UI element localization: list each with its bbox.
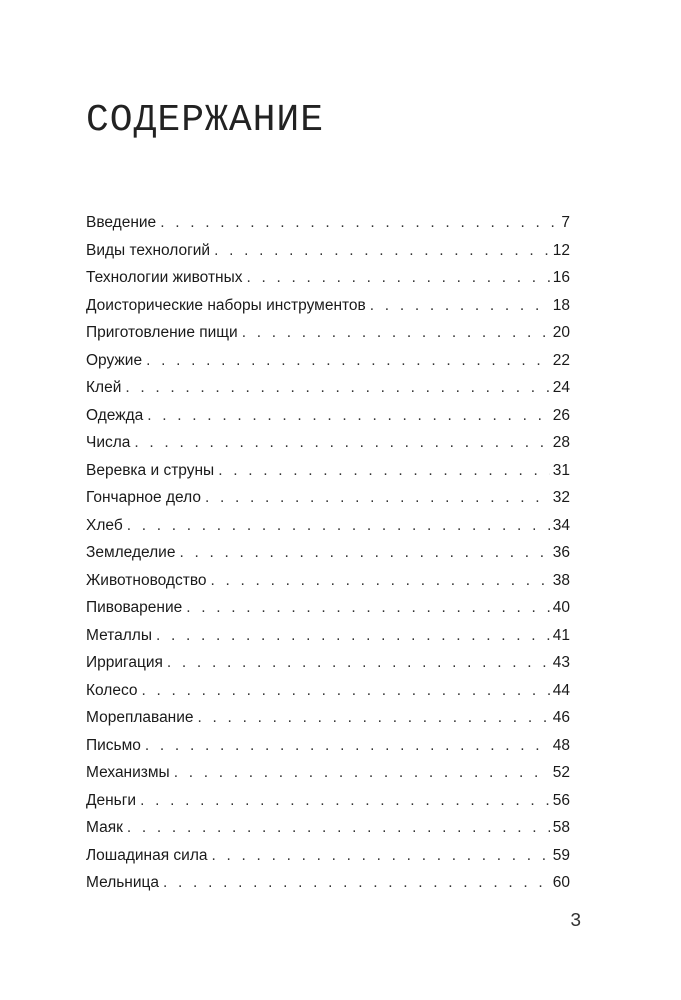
toc-entry [86, 622, 570, 650]
toc-entry-title: Маяк [86, 819, 123, 836]
toc-entry-title: Клей [86, 379, 122, 396]
toc-entry-title: Числа [86, 434, 131, 451]
toc-entry-title: Виды технологий [86, 241, 211, 259]
toc-entry-page-number: 40 [552, 599, 570, 616]
toc-entry-page-number: 24 [552, 379, 570, 396]
toc-entry-page-number: 43 [552, 654, 570, 671]
toc-entry [86, 237, 570, 265]
dot-leader [370, 292, 550, 320]
toc-entry-page-number: 56 [552, 791, 570, 809]
toc-entry-title: Введение [86, 214, 157, 231]
dot-leader [145, 732, 550, 760]
toc-entry-page-number: 41 [552, 626, 570, 644]
dot-leader [247, 264, 550, 292]
toc-entry [86, 347, 570, 375]
dot-leader [214, 237, 550, 265]
toc-entry [86, 512, 570, 540]
toc-entry-page-number: 52 [552, 764, 570, 781]
toc-entry [86, 292, 570, 320]
dot-leader [186, 594, 550, 622]
toc-entry [86, 457, 570, 485]
dot-leader [242, 319, 550, 347]
toc-entry [86, 759, 570, 787]
dot-leader [140, 787, 550, 815]
toc-entry-page-number: 18 [552, 296, 570, 314]
dot-leader [211, 567, 550, 595]
dot-leader [212, 842, 550, 870]
toc-entry-page-number: 44 [552, 681, 570, 699]
toc-entry-page-number: 31 [552, 461, 570, 479]
toc-entry [86, 484, 570, 512]
dot-leader [147, 402, 550, 430]
page-number: 3 [570, 910, 582, 932]
toc-entry-page-number: 28 [552, 434, 570, 451]
toc-entry [86, 429, 570, 457]
dot-leader [156, 622, 550, 650]
toc-entry-page-number: 7 [561, 214, 570, 231]
dot-leader [179, 539, 549, 567]
dot-leader [134, 429, 549, 457]
toc-entry [86, 787, 570, 815]
toc-entry-title: Письмо [86, 736, 141, 754]
toc-entry-page-number: 32 [552, 489, 570, 506]
toc-entry-page-number: 59 [552, 846, 570, 864]
toc-entry-page-number: 36 [552, 544, 570, 561]
toc-entry-page-number: 12 [552, 241, 570, 259]
toc-entry-page-number: 38 [552, 571, 570, 589]
toc-entry-title: Ирригация [86, 654, 163, 671]
toc-entry-title: Оружие [86, 351, 143, 369]
toc-entry-page-number: 46 [552, 709, 570, 726]
dot-leader [127, 814, 550, 842]
toc-entry-title: Одежда [86, 406, 144, 424]
toc-entry-page-number: 58 [552, 819, 570, 836]
table-of-contents [86, 209, 570, 897]
toc-entry-page-number: 60 [552, 874, 570, 891]
dot-leader [218, 457, 550, 485]
toc-entry [86, 402, 570, 430]
toc-entry [86, 704, 570, 732]
toc-entry-page-number: 20 [552, 324, 570, 341]
toc-entry-title: Технологии животных [86, 269, 243, 286]
toc-entry-page-number: 34 [552, 516, 570, 534]
toc-entry [86, 374, 570, 402]
dot-leader [160, 209, 558, 237]
toc-entry-title: Мельница [86, 874, 160, 891]
dot-leader [198, 704, 550, 732]
toc-entry [86, 649, 570, 677]
toc-entry [86, 567, 570, 595]
toc-entry-title: Хлеб [86, 516, 123, 534]
toc-entry-title: Лошадиная сила [86, 846, 208, 864]
toc-entry [86, 842, 570, 870]
toc-entry [86, 732, 570, 760]
toc-entry [86, 539, 570, 567]
dot-leader [142, 677, 550, 705]
toc-entry-title: Механизмы [86, 764, 170, 781]
toc-entry-title: Приготовление пищи [86, 324, 238, 341]
toc-entry [86, 209, 570, 237]
dot-leader [205, 484, 550, 512]
toc-entry-title: Деньги [86, 791, 137, 809]
toc-entry-page-number: 16 [552, 269, 570, 286]
toc-entry [86, 319, 570, 347]
toc-entry-page-number: 48 [552, 736, 570, 754]
toc-entry-title: Животноводство [86, 571, 207, 589]
toc-entry [86, 594, 570, 622]
toc-entry [86, 814, 570, 842]
dot-leader [167, 649, 550, 677]
toc-entry-title: Гончарное дело [86, 489, 201, 506]
dot-leader [174, 759, 550, 787]
toc-entry-title: Колесо [86, 681, 138, 699]
dot-leader [163, 869, 550, 897]
toc-entry-title: Доисторические наборы инструментов [86, 296, 366, 314]
toc-entry-title: Веревка и струны [86, 461, 215, 479]
toc-entry-page-number: 26 [552, 406, 570, 424]
toc-entry-title: Пивоварение [86, 599, 183, 616]
toc-entry-title: Мореплавание [86, 709, 194, 726]
toc-entry [86, 677, 570, 705]
dot-leader [125, 374, 549, 402]
toc-entry-title: Металлы [86, 626, 152, 644]
toc-entry [86, 264, 570, 292]
toc-entry-title: Земледелие [86, 544, 176, 561]
toc-entry [86, 869, 570, 897]
dot-leader [146, 347, 550, 375]
toc-entry-page-number: 22 [552, 351, 570, 369]
page-title: СОДЕРЖАНИЕ [86, 99, 325, 142]
dot-leader [127, 512, 550, 540]
